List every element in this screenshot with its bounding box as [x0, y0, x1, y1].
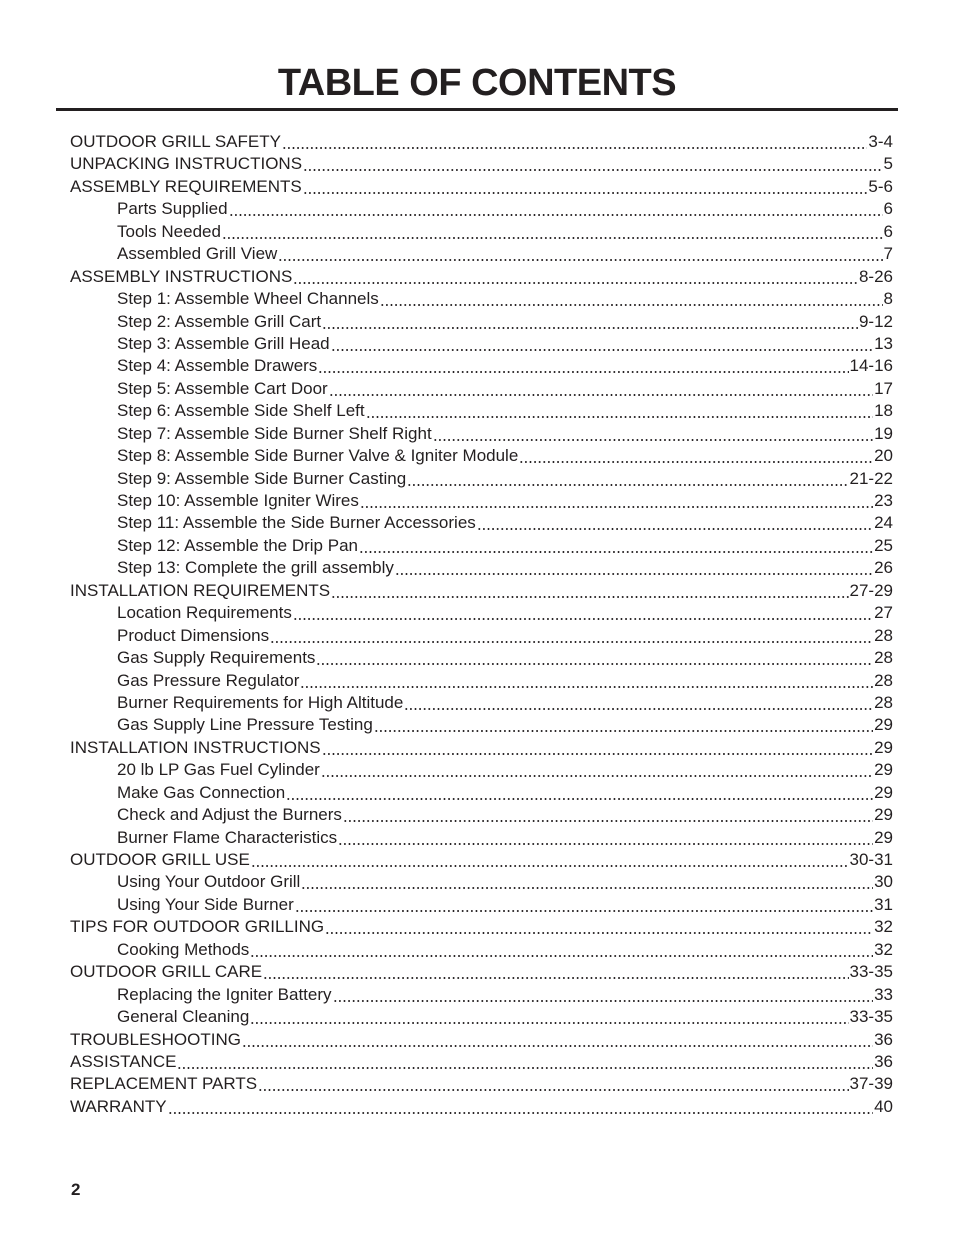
toc-entry-page: 28: [874, 692, 893, 712]
toc-entry-label: 20 lb LP Gas Fuel Cylinder: [117, 760, 320, 780]
toc-entry-label: Step 4: Assemble Drawers: [117, 356, 318, 376]
dot-leader: [229, 198, 883, 220]
toc-entry-label: Check and Adjust the Burners: [117, 805, 342, 825]
toc-entry-page: 25: [874, 535, 893, 555]
toc-entry[interactable]: [70, 1051, 893, 1073]
toc-entry-page: 27: [874, 603, 893, 623]
toc-subentry[interactable]: [70, 333, 893, 355]
toc-entry-page: 29: [874, 805, 893, 825]
toc-entry-label: OUTDOOR GRILL SAFETY: [70, 132, 281, 151]
dot-leader: [404, 692, 873, 714]
toc-entry-label: OUTDOOR GRILL CARE: [70, 962, 263, 982]
toc-entry-page: 7: [883, 244, 893, 264]
toc-entry[interactable]: [70, 1073, 893, 1095]
toc-entry-page: 29: [874, 827, 893, 847]
toc-subentry[interactable]: [70, 378, 893, 400]
dot-leader: [303, 176, 868, 198]
toc-subentry[interactable]: [70, 984, 893, 1006]
toc-entry[interactable]: [70, 1029, 893, 1051]
dot-leader: [374, 714, 873, 736]
toc-subentry[interactable]: [70, 311, 893, 333]
toc-entry-label: WARRANTY: [70, 1096, 167, 1116]
toc-entry-page: 36: [874, 1051, 893, 1071]
toc-entry-page: 5: [883, 154, 893, 174]
toc-entry[interactable]: [70, 1096, 893, 1118]
toc-subentry[interactable]: [70, 445, 893, 467]
toc-subentry[interactable]: [70, 512, 893, 534]
toc-entry-page: 3-4: [868, 132, 893, 151]
dot-leader: [519, 445, 873, 467]
toc-entry-label: Step 8: Assemble Side Burner Valve & Igniter Module: [117, 446, 519, 466]
toc-subentry[interactable]: [70, 355, 893, 377]
toc-entry-label: Make Gas Connection: [117, 782, 286, 802]
toc-entry-page: 29: [874, 782, 893, 802]
toc-entry[interactable]: [70, 916, 893, 938]
toc-subentry[interactable]: [70, 243, 893, 265]
toc-entry-label: Using Your Side Burner: [117, 894, 294, 914]
page-title: TABLE OF CONTENTS: [277, 62, 677, 104]
toc-entry-page: 32: [874, 939, 893, 959]
toc-entry-page: 13: [874, 333, 893, 353]
toc-entry[interactable]: [70, 266, 893, 288]
dot-leader: [343, 804, 873, 826]
toc-subentry[interactable]: [70, 939, 893, 961]
toc-entry-label: ASSISTANCE: [70, 1051, 177, 1071]
toc-entry[interactable]: [70, 961, 893, 983]
dot-leader: [177, 1051, 873, 1073]
toc-entry-page: 28: [874, 625, 893, 645]
dot-leader: [380, 288, 883, 310]
toc-list: [70, 131, 893, 1118]
toc-entry-label: Tools Needed: [117, 221, 221, 241]
dot-leader: [303, 153, 882, 175]
dot-leader: [477, 512, 873, 534]
toc-subentry[interactable]: [70, 894, 893, 916]
toc-entry-label: ASSEMBLY INSTRUCTIONS: [70, 266, 293, 286]
toc-entry-page: 33-35: [849, 1007, 893, 1027]
toc-entry-label: Step 2: Assemble Grill Cart: [117, 311, 322, 331]
toc-entry-page: 14-16: [849, 356, 893, 376]
toc-subentry[interactable]: [70, 759, 893, 781]
toc-subentry[interactable]: [70, 400, 893, 422]
dot-leader: [263, 961, 848, 983]
toc-entry-page: 33-35: [849, 962, 893, 982]
toc-entry-label: TIPS FOR OUTDOOR GRILLING: [70, 917, 325, 937]
dot-leader: [270, 625, 873, 647]
dot-leader: [331, 333, 873, 355]
toc-entry-label: Step 10: Assemble Igniter Wires: [117, 491, 359, 510]
toc-entry-label: Step 13: Complete the grill assembly: [117, 558, 394, 578]
toc-entry-label: Replacing the Igniter Battery: [117, 984, 332, 1004]
title-divider: [56, 108, 898, 111]
dot-leader: [322, 737, 873, 759]
toc-entry-page: 26: [874, 558, 893, 578]
toc-subentry[interactable]: [70, 670, 893, 692]
toc-entry-page: 36: [874, 1029, 893, 1049]
dot-leader: [282, 131, 867, 153]
dot-leader: [318, 355, 848, 377]
dot-leader: [300, 670, 873, 692]
dot-leader: [329, 378, 873, 400]
toc-subentry[interactable]: [70, 198, 893, 220]
page-number: 2: [71, 1180, 81, 1199]
toc-subentry[interactable]: [70, 221, 893, 243]
toc-entry-page: 29: [874, 737, 893, 757]
toc-entry-label: Step 6: Assemble Side Shelf Left: [117, 401, 365, 421]
toc-entry-label: Gas Supply Line Pressure Testing: [117, 715, 373, 735]
toc-entry-page: 29: [874, 715, 893, 735]
dot-leader: [222, 221, 883, 243]
toc-entry-label: Step 1: Assemble Wheel Channels: [117, 289, 379, 309]
toc-entry-label: Step 9: Assemble Side Burner Casting: [117, 468, 407, 488]
dot-leader: [293, 602, 873, 624]
toc-entry-page: 6: [883, 199, 893, 219]
dot-leader: [168, 1096, 873, 1118]
dot-leader: [366, 400, 873, 422]
toc-subentry[interactable]: [70, 647, 893, 669]
toc-entry-page: 32: [874, 917, 893, 937]
dot-leader: [331, 580, 848, 602]
dot-leader: [322, 311, 858, 333]
toc-entry-page: 8-26: [858, 266, 893, 286]
toc-entry-label: TROUBLESHOOTING: [70, 1029, 241, 1049]
dot-leader: [250, 939, 873, 961]
toc-subentry[interactable]: [70, 871, 893, 893]
toc-entry-label: Step 11: Assemble the Side Burner Accessories: [117, 513, 476, 533]
toc-entry-page: 27-29: [849, 580, 893, 600]
toc-subentry[interactable]: [70, 557, 893, 579]
toc-entry[interactable]: [70, 737, 893, 759]
toc-subentry[interactable]: [70, 468, 893, 490]
toc-entry-label: INSTALLATION REQUIREMENTS: [70, 580, 331, 600]
dot-leader: [278, 243, 882, 265]
toc-entry-label: ASSEMBLY REQUIREMENTS: [70, 176, 302, 196]
dot-leader: [433, 423, 873, 445]
toc-subentry[interactable]: [70, 625, 893, 647]
toc-entry-page: 24: [874, 513, 893, 533]
toc-entry[interactable]: [70, 131, 893, 153]
dot-leader: [359, 535, 873, 557]
toc-entry-page: 30-31: [849, 850, 893, 869]
toc-entry-label: Step 3: Assemble Grill Head: [117, 333, 330, 353]
dot-leader: [242, 1029, 873, 1051]
toc-entry-label: Gas Supply Requirements: [117, 648, 316, 668]
dot-leader: [321, 759, 873, 781]
toc-entry-page: 40: [874, 1096, 893, 1116]
toc-entry-page: 5-6: [868, 176, 893, 196]
dot-leader: [295, 894, 873, 916]
toc-entry-page: 37-39: [849, 1074, 893, 1094]
toc-entry-label: Step 7: Assemble Side Burner Shelf Right: [117, 423, 432, 443]
toc-entry-label: Assembled Grill View: [117, 244, 278, 264]
dot-leader: [286, 782, 873, 804]
toc-entry-label: INSTALLATION INSTRUCTIONS: [70, 737, 321, 757]
toc-entry[interactable]: [70, 153, 893, 175]
toc-subentry[interactable]: [70, 714, 893, 736]
toc-entry-page: 6: [883, 221, 893, 241]
toc-subentry[interactable]: [70, 827, 893, 849]
dot-leader: [251, 849, 849, 871]
toc-subentry[interactable]: [70, 692, 893, 714]
toc-entry-page: 20: [874, 446, 893, 466]
dot-leader: [250, 1006, 848, 1028]
toc-entry-label: UNPACKING INSTRUCTIONS: [70, 154, 303, 174]
dot-leader: [407, 468, 848, 490]
toc-entry-page: 9-12: [858, 311, 893, 331]
toc-entry-label: REPLACEMENT PARTS: [70, 1074, 258, 1094]
toc-entry[interactable]: [70, 176, 893, 198]
toc-entry-label: Cooking Methods: [117, 939, 250, 959]
dot-leader: [395, 557, 873, 579]
toc-entry-label: Parts Supplied: [117, 199, 228, 219]
toc-entry-page: 28: [874, 648, 893, 668]
toc-entry-label: Product Dimensions: [117, 625, 270, 645]
toc-entry-page: 17: [874, 378, 893, 398]
toc-entry-page: 29: [874, 760, 893, 780]
toc-entry-label: Step 12: Assemble the Drip Pan: [117, 535, 358, 555]
toc-subentry[interactable]: [70, 1006, 893, 1028]
dot-leader: [360, 490, 873, 512]
toc-entry[interactable]: [70, 849, 893, 871]
toc-entry-page: 21-22: [849, 468, 893, 488]
toc-entry-page: 28: [874, 670, 893, 690]
toc-entry-page: 18: [874, 401, 893, 421]
toc-entry-label: Using Your Outdoor Grill: [117, 872, 301, 892]
dot-leader: [338, 827, 873, 849]
dot-leader: [333, 984, 874, 1006]
toc-subentry[interactable]: [70, 490, 893, 512]
toc-subentry[interactable]: [70, 602, 893, 624]
toc-entry[interactable]: [70, 580, 893, 602]
toc-entry-label: Gas Pressure Regulator: [117, 670, 300, 690]
toc-entry-label: Burner Flame Characteristics: [117, 827, 338, 847]
dot-leader: [316, 647, 873, 669]
toc-entry-label: Step 5: Assemble Cart Door: [117, 378, 328, 398]
toc-entry-page: 30: [874, 872, 893, 892]
toc-subentry[interactable]: [70, 804, 893, 826]
toc-entry-page: 19: [874, 423, 893, 443]
dot-leader: [258, 1073, 848, 1095]
toc-entry-label: General Cleaning: [117, 1007, 250, 1027]
toc-entry-page: 31: [874, 894, 893, 914]
toc-subentry[interactable]: [70, 535, 893, 557]
dot-leader: [325, 916, 873, 938]
toc-subentry[interactable]: [70, 782, 893, 804]
toc-entry-page: 8: [883, 289, 893, 309]
toc-entry-label: OUTDOOR GRILL USE: [70, 850, 250, 869]
toc-entry-page: 33: [874, 984, 893, 1004]
toc-subentry[interactable]: [70, 288, 893, 310]
dot-leader: [301, 871, 873, 893]
toc-subentry[interactable]: [70, 423, 893, 445]
toc-entry-label: Burner Requirements for High Altitude: [117, 692, 404, 712]
dot-leader: [293, 266, 858, 288]
toc-entry-label: Location Requirements: [117, 603, 292, 623]
toc-entry-page: 23: [874, 491, 893, 510]
